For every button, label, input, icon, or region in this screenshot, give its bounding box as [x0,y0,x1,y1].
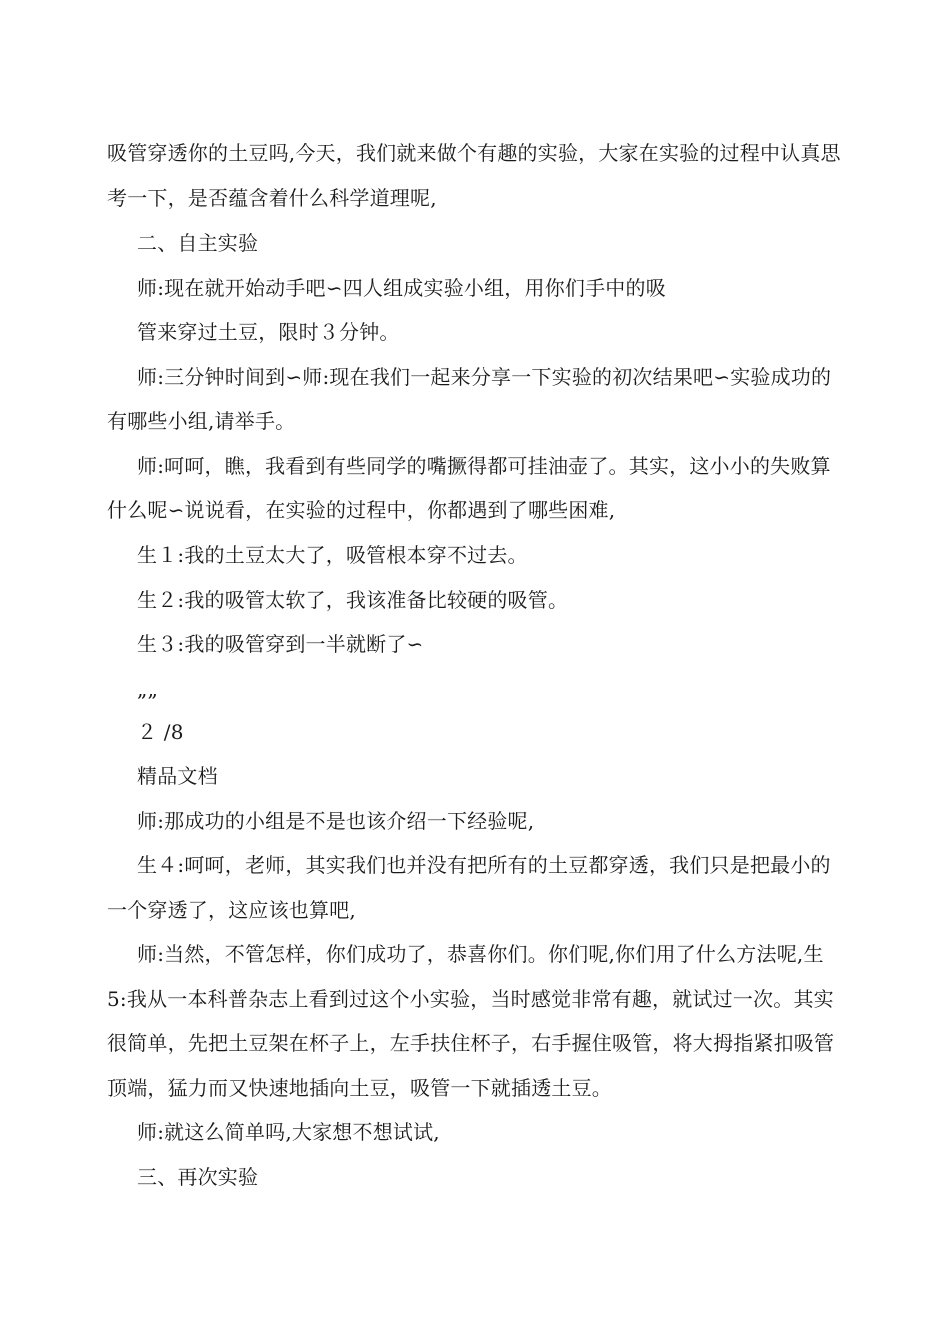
text-line: 师:三分钟时间到∽师:现在我们一起来分享一下实验的初次结果吧∽实验成功的 [137,365,832,389]
text-line: 师:现在就开始动手吧∽四人组成实验小组，用你们手中的吸 [137,276,666,300]
ellipsis-line: „„ [137,677,159,701]
text-line: 什么呢∽说说看，在实验的过程中，你都遇到了哪些困难, [107,498,616,522]
text-line: 师:当然，不管怎样，你们成功了，恭喜你们。你们呢,你们用了什么方法呢,生 [137,942,824,966]
text-line: 考一下，是否蕴含着什么科学道理呢, [107,186,437,210]
text-line: 师:就这么简单吗,大家想不想试试, [137,1120,440,1144]
text-line: 有哪些小组,请举手。 [107,409,296,433]
section-heading: 二、自主实验 [137,231,259,255]
text-line: 很简单，先把土豆架在杯子上，左手扶住杯子，右手握住吸管，将大拇指紧扣吸管 [107,1031,835,1055]
text-line: 5:我从一本科普杂志上看到过这个小实验，当时感觉非常有趣，就试过一次。其实 [107,987,834,1011]
text-line: 生４:呵呵，老师，其实我们也并没有把所有的土豆都穿透，我们只是把最小的 [137,853,831,877]
text-line: 一个穿透了，这应该也算吧, [107,898,356,922]
text-line: 师:呵呵，瞧，我看到有些同学的嘴撅得都可挂油壶了。其实，这小小的失败算 [137,454,831,478]
section-heading: 三、再次实验 [137,1165,259,1189]
text-line: 生１:我的土豆太大了，吸管根本穿不过去。 [137,543,528,567]
text-line: 生２:我的吸管太软了，我该准备比较硬的吸管。 [137,588,569,612]
text-line: 管来穿过土豆，限时３分钟。 [137,320,400,344]
text-line: 吸管穿透你的土豆吗,今天，我们就来做个有趣的实验，大家在实验的过程中认真思 [107,141,841,165]
text-line: 生３:我的吸管穿到一半就断了∽ [137,632,424,656]
text-line: 师:那成功的小组是不是也该介绍一下经验呢, [137,809,535,833]
page-header-label: 精品文档 [137,764,218,788]
text-line: 顶端，猛力而又快速地插向土豆，吸管一下就插透土豆。 [107,1076,612,1100]
page-number: ２ /8 [137,720,184,744]
